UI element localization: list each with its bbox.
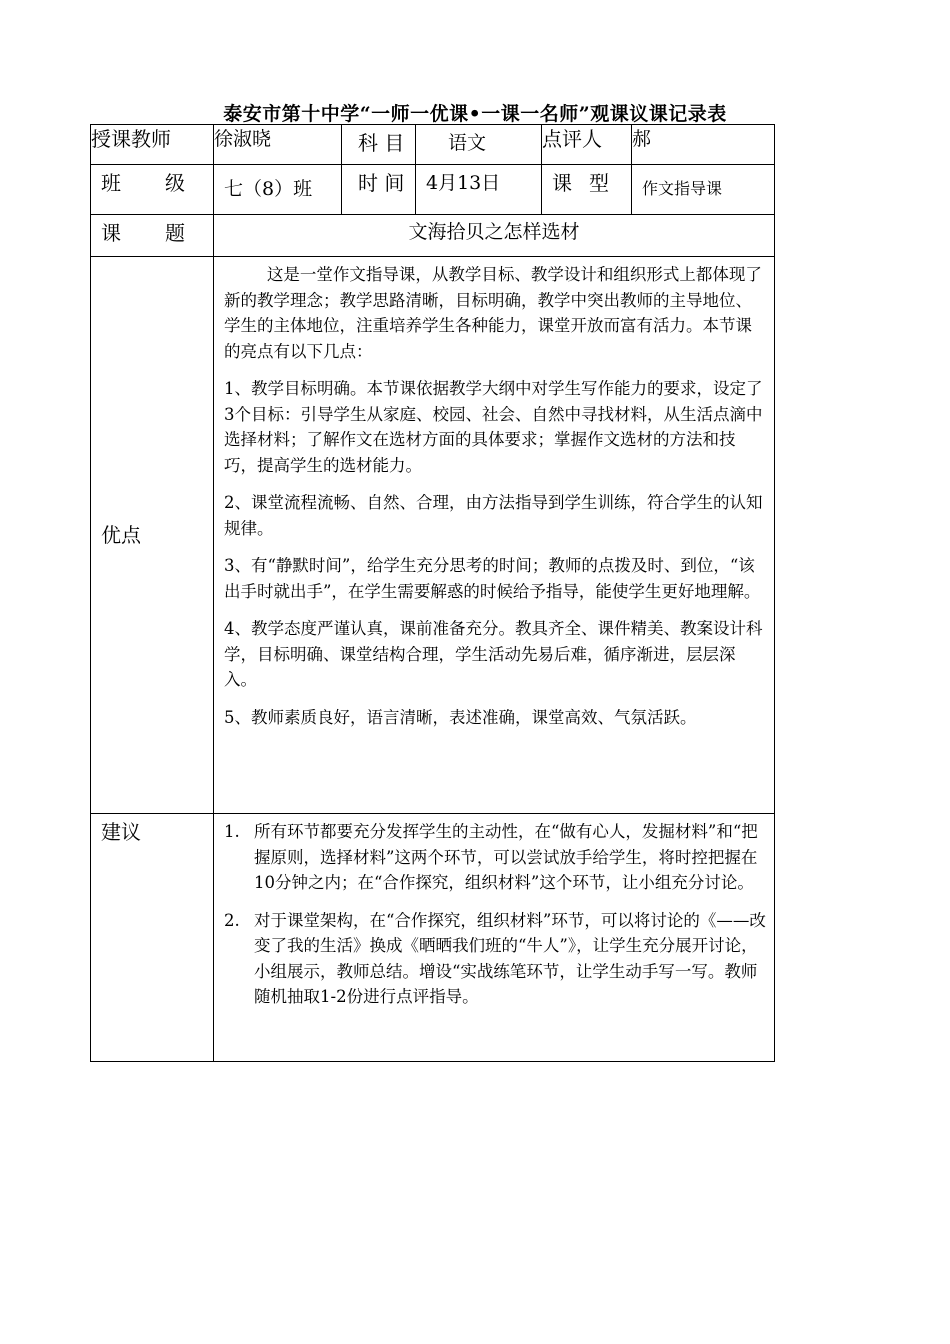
suggestion-number: 1. [224, 822, 240, 841]
row-strengths [91, 257, 775, 814]
suggestions-label: 建议 [91, 814, 214, 1062]
row-suggestions [91, 814, 775, 1062]
strength-point-1: 1、教学目标明确。本节课依据教学大纲中对学生写作能力的要求，设定了3个目标：引导学生从家庭、校园、社会、自然中寻找材料，从生活点滴中选择材料；了解作文在选材方面的具体要求；掌握作文选材的方法和技巧，提高学生的选材能力。 [224, 379, 763, 475]
suggestions-cell [214, 814, 775, 1062]
strengths-label: 优点 [91, 257, 214, 814]
class-label-part1: 班 [101, 171, 121, 195]
suggestion-item-1 [222, 819, 766, 896]
suggestion-item-2 [222, 908, 766, 1010]
type-value: 作文指导课 [632, 165, 775, 215]
strength-point-5: 5、教师素质良好，语言清晰，表述准确，课堂高效、气氛活跃。 [224, 707, 697, 727]
strength-point-2: 2、课堂流程流畅、自然、合理，由方法指导到学生训练，符合学生的认知规律。 [224, 493, 763, 538]
row-teacher [91, 125, 775, 165]
class-value: 七（8）班 [214, 165, 342, 215]
suggestion-text: 所有环节都要充分发挥学生的主动性，在“做有心人，发掘材料”和“把握原则，选择材料”这两个环节，可以尝试放手给学生，将时控把握在10分钟之内；在“合作探究，组织材料”这个环节，让小组充分讨论。 [254, 822, 758, 892]
topic-label [91, 215, 214, 257]
subject-label: 科 目 [342, 125, 416, 165]
page-title: 泰安市第十中学“一师一优课•一课一名师”观课议课记录表 [223, 103, 727, 125]
topic-label-part2: 题 [165, 221, 185, 245]
teacher-value: 徐淑晓 [214, 125, 342, 165]
row-topic [91, 215, 775, 257]
type-label-part1: 课 [552, 171, 572, 195]
type-label-part2: 型 [589, 171, 609, 195]
type-label [542, 165, 632, 215]
strength-point-4: 4、教学态度严谨认真，课前准备充分。教具齐全、课件精美、教案设计科学，目标明确、课堂结构合理，学生活动先易后难，循序渐进，层层深入。 [224, 619, 763, 689]
reviewer-label: 点评人 [542, 125, 632, 165]
record-table [90, 124, 775, 1062]
reviewer-value: 郝 [632, 125, 775, 165]
row-class [91, 165, 775, 215]
subject-value: 语文 [416, 125, 542, 165]
suggestion-number: 2. [224, 910, 240, 930]
strengths-cell [214, 257, 775, 814]
topic-label-part1: 课 [101, 221, 121, 245]
strengths-intro: 这是一堂作文指导课，从教学目标、教学设计和组织形式上都体现了新的教学理念；教学思路清晰，目标明确，教学中突出教师的主导地位、学生的主体地位，注重培养学生各种能力，课堂开放而富有活力。本节课的亮点有以下几点： [224, 265, 762, 361]
time-value: 4月13日 [416, 165, 542, 215]
class-label-part2: 级 [165, 171, 185, 195]
teacher-label: 授课教师 [91, 125, 214, 165]
class-label [91, 165, 214, 215]
suggestion-text: 对于课堂架构，在“合作探究，组织材料”环节，可以将讨论的《——改变了我的生活》换成《晒晒我们班的“牛人”》，让学生充分展开讨论，小组展示，教师总结。增设“实战练笔环节，让学生动手写一写。教师随机抽取1-2份进行点评指导。 [254, 910, 766, 1006]
topic-value: 文海拾贝之怎样选材 [214, 215, 775, 257]
strength-point-3: 3、有“静默时间”，给学生充分思考的时间；教师的点拨及时、到位，“该出手时就出手”，在学生需要解惑的时候给予指导，能使学生更好地理解。 [224, 556, 761, 601]
time-label: 时 间 [342, 165, 416, 215]
